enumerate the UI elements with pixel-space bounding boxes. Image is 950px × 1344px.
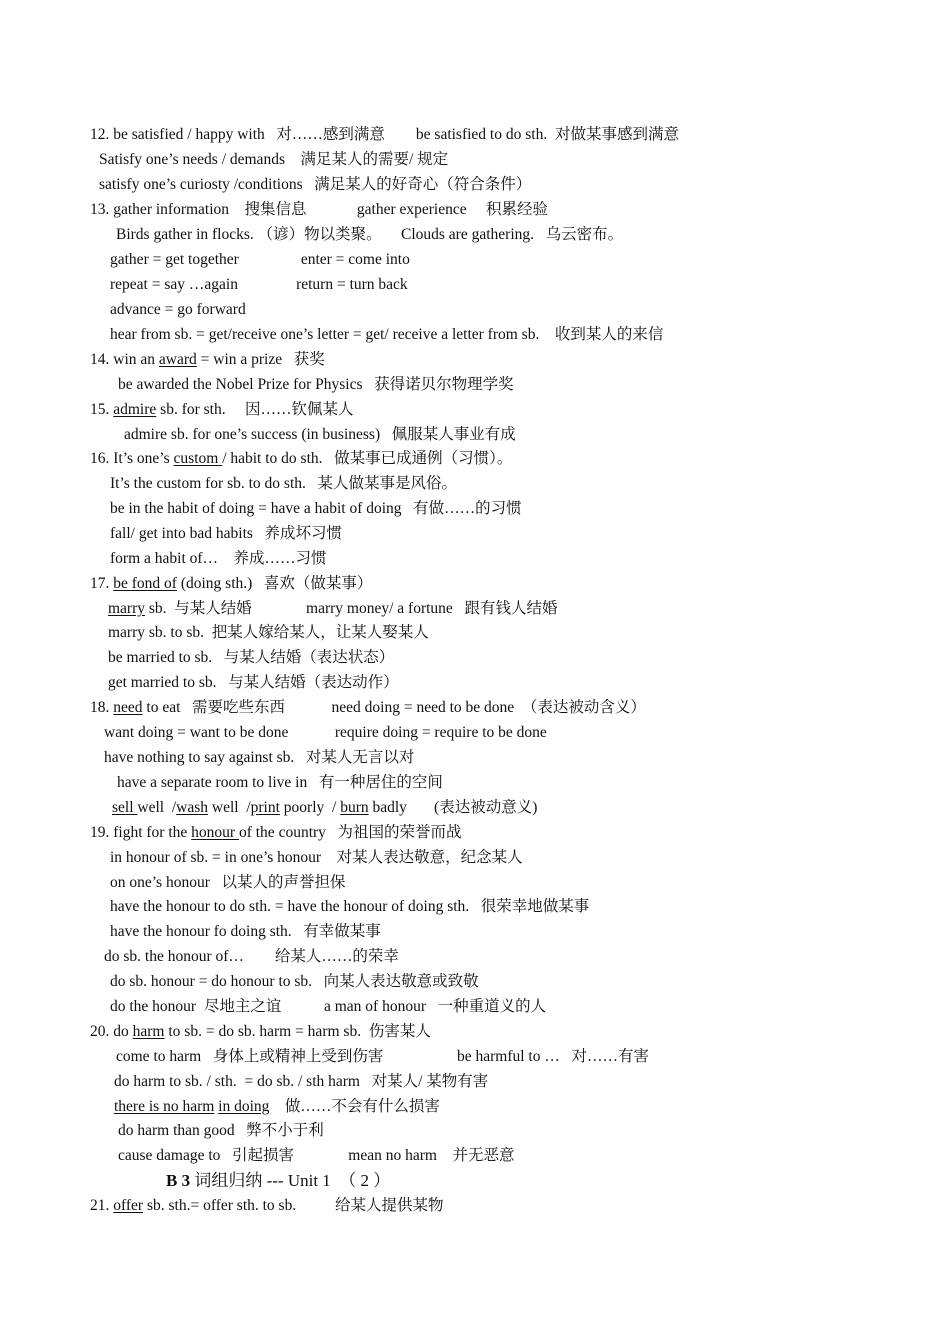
text-segment: 13. gather information 搜集信息 gather experience 积累经验 [90,201,548,218]
text-line [166,1171,390,1191]
text-segment: do harm than good 弊不小于利 [118,1122,324,1139]
text-line [110,897,589,917]
text-line [104,748,414,768]
underlined-keyword: admire [113,401,157,418]
underlined-keyword: sell [112,799,138,816]
text-segment: have nothing to say against sb. 对某人无言以对 [104,749,415,766]
text-line [116,1047,649,1067]
text-segment: cause damage to 引起损害 mean no harm 并无恶意 [118,1147,515,1164]
underlined-keyword: award [158,351,197,368]
text-segment: be in the habit of doing = have a habit of doing 有做……的习惯 [110,500,522,517]
underlined-keyword: offer [113,1197,144,1214]
text-segment: do harm to sb. / sth. = do sb. / sth harm 对某人/ 某物有害 [114,1073,489,1090]
text-line [108,648,394,668]
text-segment: sb. sth.= offer sth. to sb. 给某人提供某物 [143,1197,444,1214]
text-segment: have the honour fo doing sth. 有幸做某事 [110,923,381,940]
text-segment: Satisfy one’s needs / demands 满足某人的需要/ 规定 [99,151,449,168]
text-line [110,922,381,942]
text-segment: badly (表达被动意义) [368,799,538,816]
text-segment: 12. be satisfied / happy with 对……感到满意 be satisfied to do sth. 对做某事感到满意 [90,126,679,143]
text-segment: of the country 为祖国的荣誉而战 [238,824,462,841]
text-segment: have a separate room to live in 有一种居住的空间 [117,774,443,791]
text-line [114,1097,440,1117]
underlined-keyword: need [113,699,143,716]
underlined-keyword: print [250,799,280,816]
section-label: B 3 [166,1171,191,1190]
text-line [110,873,346,893]
text-segment: 18. [90,699,114,716]
text-segment: in honour of sb. = in one’s honour 对某人表达敬意，纪念某人 [110,849,523,866]
text-line [110,549,327,569]
text-segment: (doing sth.) 喜欢（做某事） [176,575,373,592]
text-line [110,300,246,320]
text-line [90,574,372,594]
text-segment: have the honour to do sth. = have the honour of doing sth. 很荣幸地做某事 [110,898,590,915]
text-line [90,125,679,145]
text-line [90,449,512,469]
underlined-keyword: marry [108,600,146,617]
text-line [110,474,457,494]
text-line [99,150,448,170]
text-line [90,1196,443,1216]
text-segment: poorly / [279,799,341,816]
text-line [90,823,462,843]
text-segment: 20. do [90,1023,133,1040]
text-line [116,225,623,245]
text-segment: do sb. the honour of… 给某人……的荣幸 [104,948,399,965]
text-segment: do the honour 尽地主之谊 a man of honour 一种重道义的人 [110,998,547,1015]
text-segment: admire sb. for one’s success (in business) 佩服某人事业有成 [124,426,516,443]
text-line [110,325,663,345]
text-line [108,599,557,619]
text-line [90,200,548,220]
text-segment: sb. for sth. 因……钦佩某人 [156,401,354,418]
text-segment: sb. 与某人结婚 marry money/ a fortune 跟有钱人结婚 [145,600,558,617]
text-line [124,425,516,445]
text-segment: 19. fight for the [90,824,192,841]
text-line [104,723,547,743]
underlined-keyword: wash [176,799,209,816]
text-segment: advance = go forward [110,301,246,318]
text-line [118,1121,324,1141]
text-segment: 15. [90,401,114,418]
underlined-keyword: burn [340,799,369,816]
text-segment: well / [208,799,251,816]
text-line [110,997,546,1017]
text-segment: = win a prize 获奖 [196,351,325,368]
text-line [114,1072,488,1092]
text-segment: come to harm 身体上或精神上受到伤害 be harmful to … 对……有害 [116,1048,649,1065]
text-segment: want doing = want to be done require doing = require to be done [104,724,547,741]
text-segment: 17. [90,575,114,592]
text-line [90,698,646,718]
text-segment: 词组归纳 --- Unit 1 （ 2 ） [190,1171,391,1190]
text-line [110,499,522,519]
underlined-keyword: in doing [218,1098,270,1115]
text-segment: hear from sb. = get/receive one’s letter = get/ receive a letter from sb. 收到某人的来信 [110,326,664,343]
text-line [104,947,399,967]
text-line [110,250,410,270]
text-line [110,275,408,295]
text-segment: 14. win an [90,351,159,368]
text-line [112,798,537,818]
text-segment: well / [137,799,177,816]
text-line [110,848,523,868]
text-line [108,623,429,643]
text-segment: be married to sb. 与某人结婚（表达状态） [108,649,395,666]
text-segment: Birds gather in flocks. （谚）物以类聚。 Clouds are gathering. 乌云密布。 [116,226,624,243]
underlined-keyword: be fond of [113,575,177,592]
underlined-keyword: harm [132,1023,165,1040]
text-segment: 21. [90,1197,114,1214]
text-segment: 16. It’s one’s [90,450,174,467]
text-segment: fall/ get into bad habits 养成坏习惯 [110,525,343,542]
text-segment: get married to sb. 与某人结婚（表达动作） [108,674,399,691]
text-line [99,175,531,195]
text-line [118,375,514,395]
text-segment: do sb. honour = do honour to sb. 向某人表达敬意或致敬 [110,973,479,990]
text-segment: repeat = say …again return = turn back [110,276,408,293]
text-line [110,524,342,544]
text-line [110,972,479,992]
text-line [90,1022,431,1042]
text-segment: 做……不会有什么损害 [269,1098,440,1115]
text-segment: on one’s honour 以某人的声誉担保 [110,874,346,891]
text-segment: satisfy one’s curiosty /conditions 满足某人的好奇心（符合条件） [99,176,532,193]
underlined-keyword: honour [191,824,239,841]
text-segment: to sb. = do sb. harm = harm sb. 伤害某人 [164,1023,431,1040]
underlined-keyword: there is no harm [114,1098,215,1115]
text-line [108,673,399,693]
text-line [118,1146,514,1166]
text-segment: form a habit of… 养成……习惯 [110,550,327,567]
text-line [90,400,354,420]
text-line [90,350,325,370]
text-segment: to eat 需要吃些东西 need doing = need to be done （表达被动含义） [142,699,646,716]
text-segment: / habit to do sth. 做某事已成通例（习惯）。 [222,450,513,467]
text-segment: marry sb. to sb. 把某人嫁给某人，让某人娶某人 [108,624,429,641]
text-segment: It’s the custom for sb. to do sth. 某人做某事是风俗。 [110,475,458,492]
text-segment: be awarded the Nobel Prize for Physics 获得诺贝尔物理学奖 [118,376,514,393]
underlined-keyword: custom [173,450,223,467]
text-segment: gather = get together enter = come into [110,251,410,268]
text-line [117,773,443,793]
